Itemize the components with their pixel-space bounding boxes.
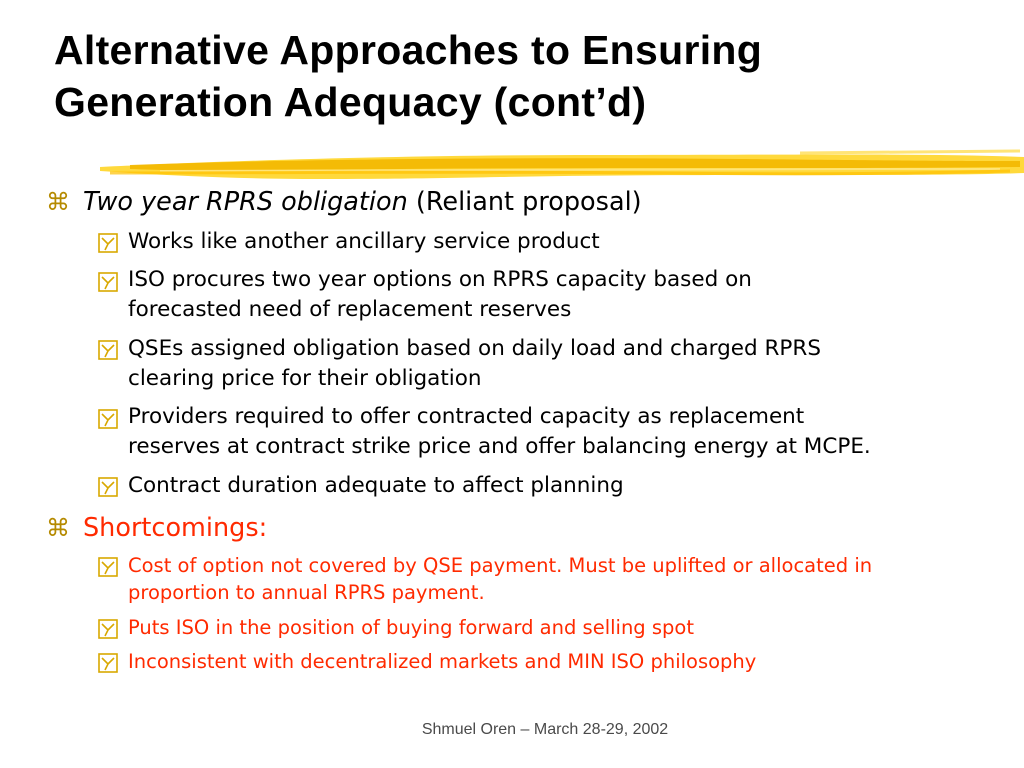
list-item-continued: proportion to annual RPRS payment. <box>128 581 485 604</box>
list-item: ISO procures two year options on RPRS capacity based on <box>128 267 752 292</box>
list-item-continued: forecasted need of replacement reserves <box>128 297 572 322</box>
list-item: Cost of option not covered by QSE payment. Must be uplifted or allocated in <box>128 554 873 577</box>
list-item: Works like another ancillary service product <box>128 229 600 254</box>
slide-footer: Shmuel Oren – March 28-29, 2002 <box>421 721 669 738</box>
list-item: Providers required to offer contracted capacity as replacement <box>128 404 805 429</box>
slide-title-line-2: Generation Adequacy (cont’d) <box>54 79 647 125</box>
z-glyph-bullet-icon: ⌘ <box>46 514 70 542</box>
checkbox-y-bullet-icon <box>98 477 118 497</box>
checkbox-y-bullet-icon <box>98 233 118 253</box>
checkbox-y-bullet-icon <box>98 272 118 292</box>
z-glyph-bullet-icon: ⌘ <box>46 188 70 216</box>
section-heading <box>83 187 642 217</box>
checkbox-y-bullet-icon <box>98 409 118 429</box>
slide-title-line-1: Alternative Approaches to Ensuring <box>54 27 763 73</box>
yellow-brush-stroke <box>100 143 1024 191</box>
section-heading-plain: (Reliant proposal) <box>407 187 642 217</box>
checkbox-y-bullet-icon <box>98 340 118 360</box>
list-item-continued: clearing price for their obligation <box>128 366 482 391</box>
checkbox-y-bullet-icon <box>98 619 118 639</box>
section-heading-italic: Two year RPRS obligation <box>83 187 408 217</box>
list-item: QSEs assigned obligation based on daily load and charged RPRS <box>128 336 821 361</box>
checkbox-y-bullet-icon <box>98 557 118 577</box>
slide-title <box>54 24 1014 128</box>
list-item: Inconsistent with decentralized markets and MIN ISO philosophy <box>128 650 757 673</box>
checkbox-y-bullet-icon <box>98 653 118 673</box>
list-item-continued: reserves at contract strike price and offer balancing energy at MCPE. <box>128 434 871 459</box>
list-item: Puts ISO in the position of buying forward and selling spot <box>128 616 694 639</box>
section-heading-shortcomings: Shortcomings: <box>83 513 268 543</box>
list-item: Contract duration adequate to affect planning <box>128 473 624 498</box>
